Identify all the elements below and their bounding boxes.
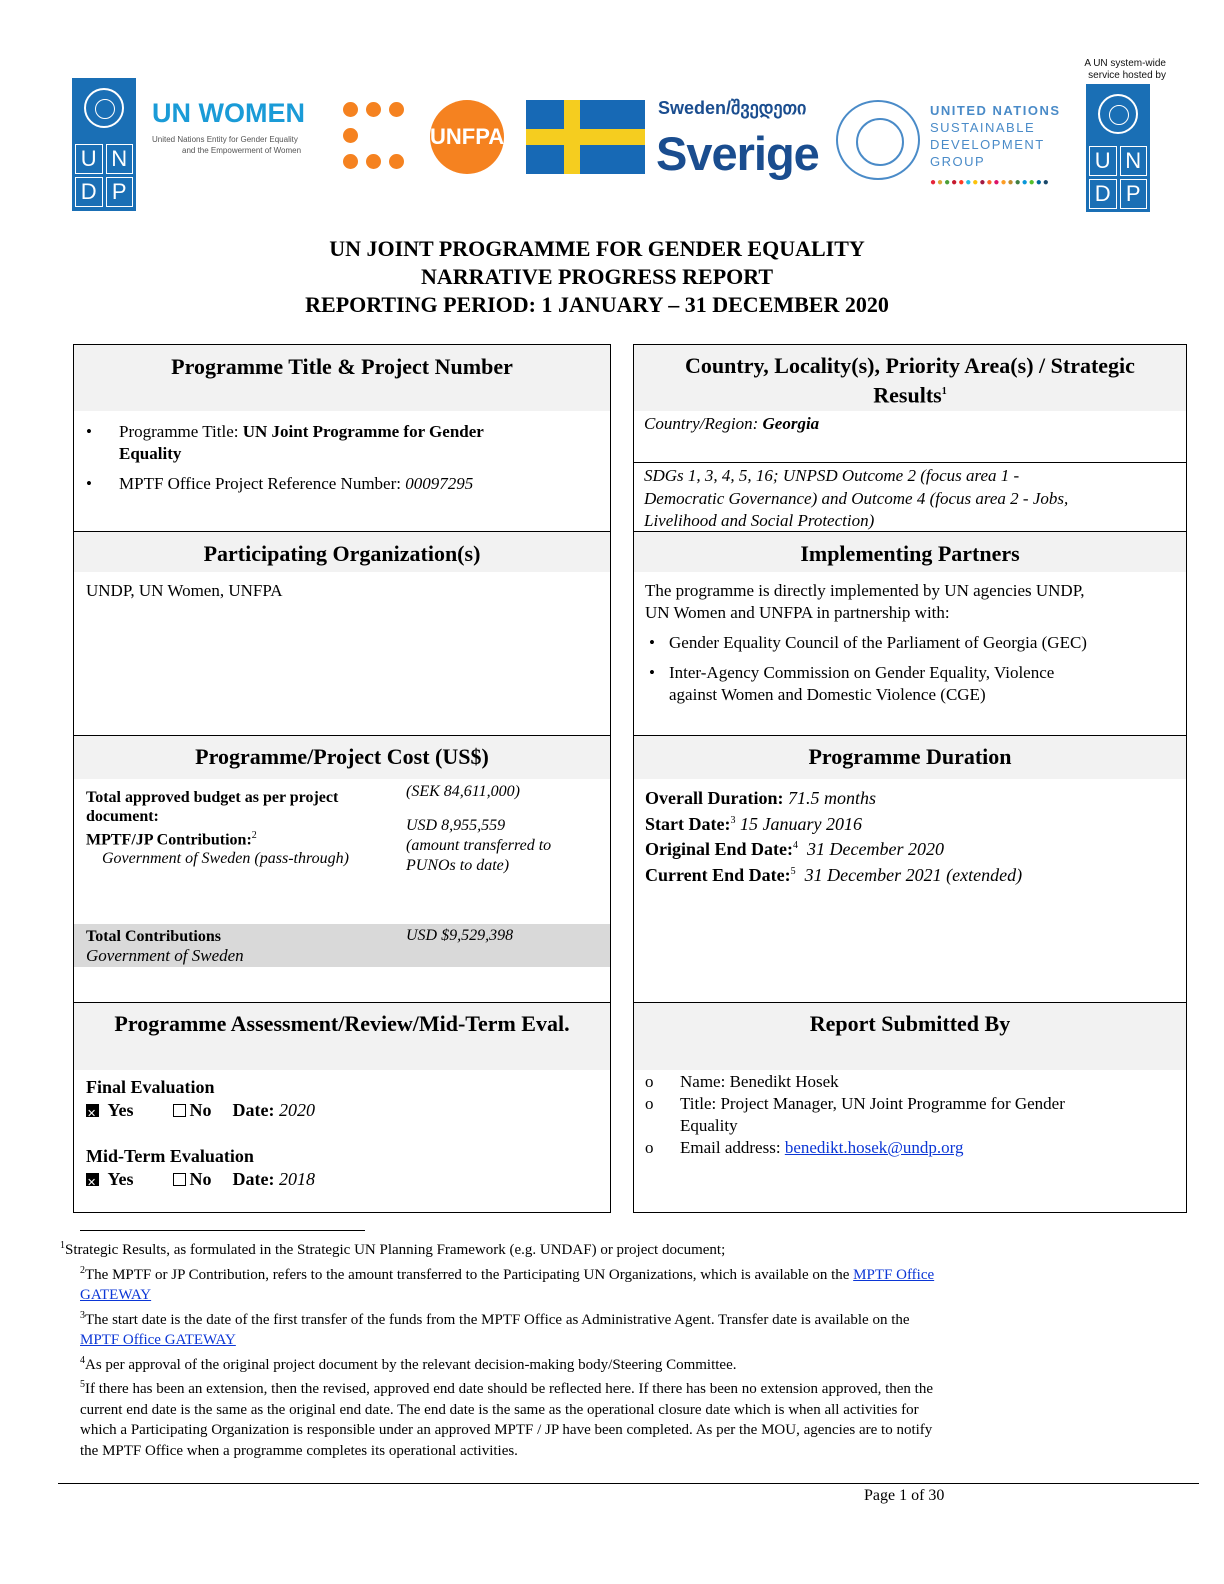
total-contributions-value: USD $9,529,398: [406, 927, 514, 944]
unsdg-line: SUSTAINABLE: [930, 120, 1036, 135]
footnote-text: which a Participating Organization is responsible under an approved MPTF / JP have been completed. As per the MOU, agencies are to notify: [80, 1422, 933, 1438]
programme-title-value: UN Joint Programme for Gender: [242, 422, 484, 441]
submitter-title-item: [645, 1093, 1175, 1137]
final-evaluation-date: 2020: [278, 1100, 315, 1120]
submitter-email-link[interactable]: benedikt.hosek@undp.org: [784, 1138, 964, 1157]
footnote-item: [60, 1261, 1170, 1306]
report-submitted-panel: [633, 1002, 1187, 1213]
panel-header: Report Submitted By: [634, 1003, 1186, 1070]
submitter-name-item: [645, 1071, 1175, 1093]
footnote-number: 5: [80, 1379, 85, 1390]
footnote-number: 1: [60, 1240, 65, 1251]
field-label: MPTF Office Project Reference Number:: [119, 474, 406, 493]
footnote-ref: 5: [790, 865, 796, 877]
programme-title-value: Equality: [119, 444, 182, 463]
title-line: NARRATIVE PROGRESS REPORT: [420, 264, 774, 289]
footnote-text: current end date is the same as the original end date. The end date is the same as the operational closure date which is when all activities for: [80, 1401, 919, 1418]
duration-label: Overall Duration:: [645, 788, 788, 808]
mid-yes-checkbox[interactable]: [86, 1173, 99, 1186]
field-label: Email address:: [680, 1138, 785, 1157]
participating-organizations-panel: [73, 531, 611, 736]
current-end-date-value: 31 December 2021 (extended): [795, 864, 1023, 885]
panel-header: Programme Duration: [634, 736, 1186, 779]
unfpa-dot-icon: [389, 102, 404, 117]
sweden-small-label: Sweden/შვედეთი: [658, 98, 807, 118]
partner-name: Inter-Agency Commission on Gender Equality, Violence: [669, 663, 1055, 682]
footnote-ref: 1: [941, 386, 947, 397]
footnote-text: The MPTF or JP Contribution, refers to the amount transferred to the Participating UN Organizations, which is available on the: [85, 1266, 850, 1283]
checkbox-label: Yes: [107, 1169, 134, 1189]
cost-label: Total Contributions: [86, 928, 221, 945]
mid-term-evaluation-date: 2018: [278, 1169, 315, 1189]
overall-duration-value: 71.5 months: [787, 788, 876, 808]
mptf-contribution-value: USD 8,955,559: [406, 817, 506, 834]
programme-title-panel: [73, 344, 611, 532]
start-date-value: 15 January 2016: [735, 813, 862, 834]
checkbox-label: No: [189, 1100, 212, 1120]
unfpa-dot-icon: [366, 102, 381, 117]
field-label: Programme Title:: [119, 422, 243, 441]
undp-letter: D: [75, 177, 103, 207]
unfpa-logo: [340, 100, 510, 176]
cost-label: document:: [86, 808, 159, 825]
un-women-title: UN WOMEN: [152, 98, 305, 128]
sweden-flag-icon: [526, 100, 645, 174]
mptf-gateway-link[interactable]: GATEWAY: [80, 1287, 152, 1303]
sverige-wordmark: Sverige: [656, 127, 819, 180]
bullet-icon: o: [645, 1072, 654, 1091]
footnote-text: Strategic Results, as formulated in the Strategic UN Planning Framework (e.g. UNDAF) or project document;: [65, 1242, 726, 1258]
footnote-item: [60, 1236, 1170, 1261]
submitter-title: Title: Project Manager, UN Joint Programme for Gender: [680, 1094, 1065, 1113]
panel-header: Participating Organization(s): [74, 532, 610, 572]
participating-organizations-value: UNDP, UN Women, UNFPA: [86, 581, 283, 600]
field-label: Country/Region:: [644, 414, 763, 433]
panel-header: Programme/Project Cost (US$): [74, 736, 610, 779]
unsdg-line: DEVELOPMENT: [930, 137, 1045, 152]
total-contributions-row: [74, 924, 610, 967]
unfpa-wordmark: UNFPA: [430, 100, 504, 174]
undp-letter: D: [1089, 179, 1117, 209]
undp-letter: U: [75, 144, 103, 174]
unfpa-dot-icon: [343, 128, 358, 143]
country-region-value: Georgia: [762, 414, 820, 433]
duration-label: Start Date:: [645, 813, 731, 834]
cost-label: Government of Sweden: [86, 946, 244, 965]
un-emblem-icon: [836, 100, 920, 180]
hosted-line: A UN system-wide: [1084, 58, 1166, 69]
panel-header-line: Results: [873, 382, 942, 408]
mid-term-evaluation-label: Mid-Term Evaluation: [86, 1146, 254, 1166]
submitter-name: Name: Benedikt Hosek: [680, 1072, 839, 1091]
final-evaluation-label: Final Evaluation: [86, 1077, 215, 1097]
panel-header: Programme Assessment/Review/Mid-Term Eval.: [74, 1003, 610, 1070]
un-emblem-icon: [84, 88, 124, 128]
cost-label: MPTF/JP Contribution:: [86, 831, 252, 849]
unfpa-dot-icon: [343, 102, 358, 117]
un-women-subtitle: United Nations Entity for Gender Equality: [152, 135, 298, 144]
duration-label: Current End Date:: [645, 864, 791, 885]
original-end-date-value: 31 December 2020: [798, 839, 944, 859]
implementing-partners-panel: [633, 531, 1187, 736]
hosted-line: service hosted by: [1088, 70, 1166, 81]
unfpa-dot-icon: [343, 154, 358, 169]
footnote-item: [60, 1375, 1170, 1461]
final-no-checkbox[interactable]: [173, 1104, 186, 1117]
report-title: [0, 235, 1194, 319]
undp-letter: P: [1120, 179, 1148, 209]
mptf-gateway-link[interactable]: MPTF Office GATEWAY: [80, 1332, 236, 1348]
footnote-item: [60, 1351, 1170, 1376]
project-reference-item: • MPTF Office Project Reference Number: 00097295: [86, 474, 474, 493]
un-women-subtitle: and the Empowerment of Women: [182, 146, 302, 155]
panel-header: [634, 345, 1186, 411]
total-approved-value: (SEK 84,611,000): [406, 783, 520, 800]
partner-item: • Inter-Agency Commission on Gender Equality, Violence against Women and Domestic Violence (CGE): [645, 662, 1180, 706]
checkbox-label: Yes: [107, 1100, 134, 1120]
panel-header-line: Country, Locality(s), Priority Area(s) / Strategic: [685, 353, 1135, 378]
un-women-logo: [152, 100, 324, 156]
implementing-intro: UN Women and UNFPA in partnership with:: [645, 603, 950, 622]
panel-header: Implementing Partners: [634, 532, 1186, 572]
submitter-title: Equality: [680, 1116, 738, 1135]
duration-label: Original End Date:: [645, 839, 794, 859]
unsdg-line: UNITED NATIONS: [930, 103, 1061, 118]
title-line: REPORTING PERIOD: 1 JANUARY – 31 DECEMBER 2020: [305, 292, 889, 317]
bullet-icon: o: [645, 1138, 654, 1157]
partner-item: • Gender Equality Council of the Parliament of Georgia (GEC): [649, 633, 1087, 652]
footnote-ref: 3: [730, 814, 736, 826]
footnote-number: 2: [80, 1264, 85, 1276]
country-panel: [633, 344, 1187, 532]
unsdg-logo: [930, 102, 1061, 191]
sdg-dots-icon: ●●●●●●●●●●●●●●●●●: [930, 177, 1050, 188]
cost-label: Total approved budget as per project: [86, 789, 339, 806]
date-label: Date:: [232, 1100, 279, 1120]
footnotes: [60, 1236, 1170, 1461]
strategic-results-line: Democratic Governance) and Outcome 4 (focus area 2 - Jobs,: [644, 488, 1069, 508]
footnote-ref: 4: [793, 840, 799, 851]
partner-name: against Women and Domestic Violence (CGE): [669, 685, 986, 704]
undp-logo-left: [72, 78, 136, 211]
strategic-results: [644, 465, 1068, 533]
undp-logo-right: [1086, 84, 1150, 212]
unfpa-dot-icon: [366, 154, 381, 169]
hosted-by-label: [1062, 58, 1166, 82]
mptf-contribution-note: PUNOs to date): [406, 857, 510, 874]
undp-letter: N: [106, 144, 134, 174]
programme-assessment-panel: [73, 1002, 611, 1213]
bullet-icon: o: [645, 1094, 654, 1113]
footnote-number: 3: [80, 1309, 85, 1321]
mptf-contribution-note: (amount transferred to: [406, 837, 552, 854]
unfpa-dot-icon: [389, 154, 404, 169]
submitter-email-item: [645, 1137, 1175, 1159]
mptf-gateway-link[interactable]: MPTF Office: [853, 1266, 935, 1283]
partner-name: Gender Equality Council of the Parliament of Georgia (GEC): [669, 633, 1087, 652]
footnote-ref: 2: [251, 830, 257, 841]
footnote-number: 4: [80, 1354, 85, 1366]
footnote-text: If there has been an extension, then the revised, approved end date should be reflected here. If there has been no extension approved, then the: [85, 1381, 933, 1397]
title-line: UN JOINT PROGRAMME FOR GENDER EQUALITY: [329, 236, 865, 261]
final-yes-checkbox[interactable]: [86, 1104, 99, 1117]
footnote-text: The start date is the date of the first transfer of the funds from the MPTF Office as Administrative Agent. Transfer date is available on the: [85, 1311, 910, 1328]
undp-letter: N: [1120, 146, 1148, 176]
undp-letter: U: [1089, 146, 1117, 176]
footnote-text: As per approval of the original project document by the relevant decision-making body/Steering Committee.: [85, 1356, 737, 1373]
strategic-results-line: Livelihood and Social Protection): [644, 511, 875, 530]
undp-letter: P: [106, 177, 134, 207]
footnote-item: [60, 1306, 1170, 1351]
implementing-intro: The programme is directly implemented by UN agencies UNDP,: [645, 581, 1085, 600]
programme-cost-panel: [73, 735, 611, 1003]
cost-label: Government of Sweden (pass-through): [102, 850, 349, 868]
footer-rule: [58, 1483, 1199, 1484]
footnote-separator: [80, 1230, 365, 1231]
date-label: Date:: [232, 1169, 279, 1189]
programme-duration-panel: [633, 735, 1187, 1003]
mid-no-checkbox[interactable]: [173, 1173, 186, 1186]
strategic-results-line: SDGs 1, 3, 4, 5, 16; UNPSD Outcome 2 (focus area 1 -: [644, 466, 1020, 485]
checkbox-label: No: [189, 1169, 212, 1189]
un-emblem-icon: [1098, 94, 1138, 134]
unsdg-line: GROUP: [930, 154, 986, 169]
panel-header: Programme Title & Project Number: [74, 345, 610, 411]
project-reference-value: 00097295: [405, 474, 474, 493]
programme-title-item: • Programme Title: UN Joint Programme for Gender Equality: [86, 422, 484, 463]
footnote-text: the MPTF Office when a programme completes its operational activities.: [80, 1442, 518, 1459]
page-number: Page 1 of 30: [864, 1487, 945, 1504]
